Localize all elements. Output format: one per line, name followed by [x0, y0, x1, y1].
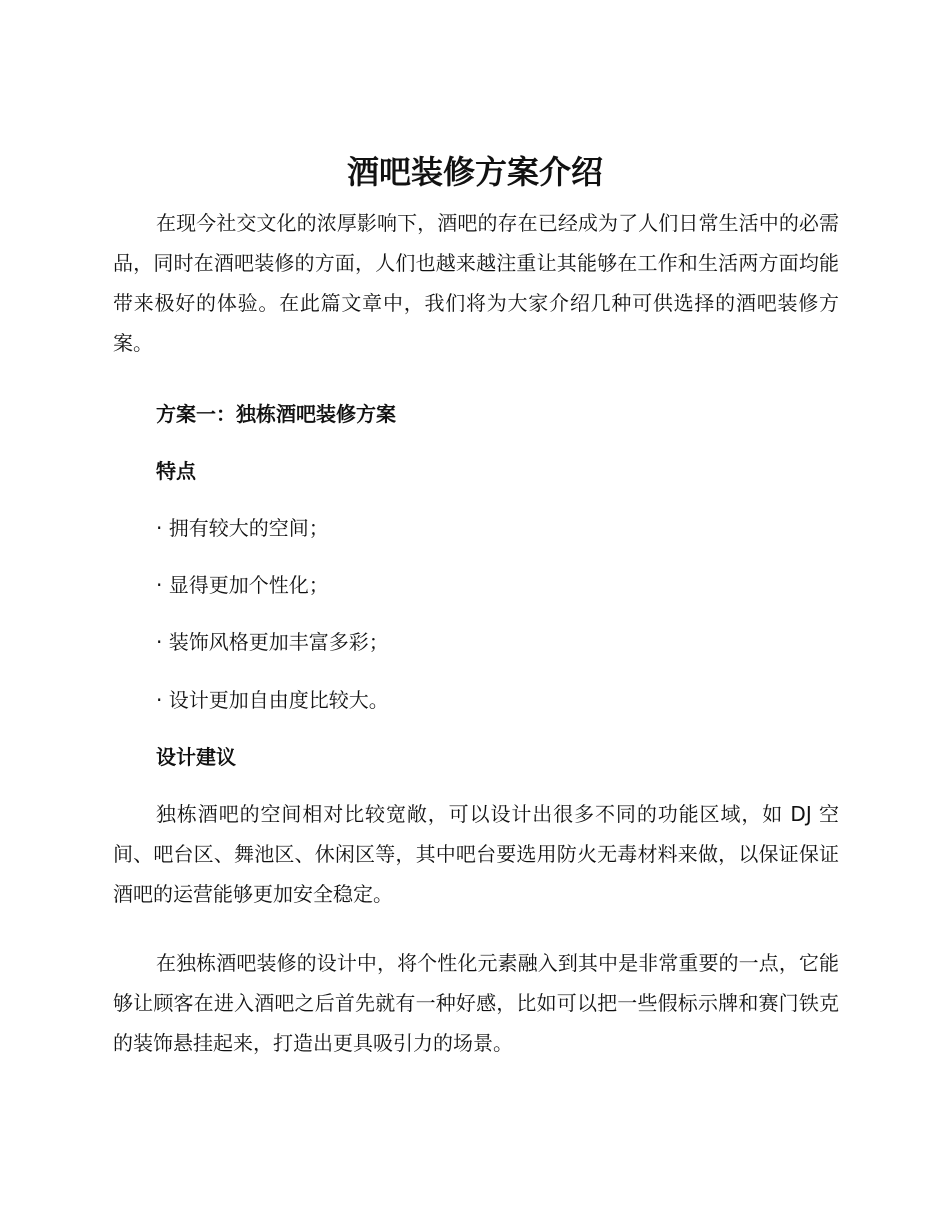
- design-advice-heading: 设计建议: [156, 745, 236, 769]
- features-heading: 特点: [156, 459, 196, 483]
- intro-paragraph: 在现今社交文化的浓厚影响下，酒吧的存在已经成为了人们日常生活中的必需品，同时在酒吧装修的方面，人们也越来越注重让其能够在工作和生活两方面均能带来极好的体验。在此篇文章中，我们将为大家介绍几种可供选择的酒吧装修方案。: [113, 211, 839, 355]
- feature-item: · 拥有较大的空间；: [156, 516, 329, 540]
- feature-item: · 装饰风格更加丰富多彩；: [156, 630, 389, 654]
- document-title: 酒吧装修方案介绍: [346, 153, 603, 191]
- plan-one-heading: 方案一：独栋酒吧装修方案: [156, 402, 396, 426]
- feature-item: · 显得更加个性化；: [156, 573, 329, 597]
- feature-item: · 设计更加自由度比较大。: [156, 688, 389, 712]
- design-paragraph-2: 在独栋酒吧装修的设计中，将个性化元素融入到其中是非常重要的一点，它能够让顾客在进入酒吧之后首先就有一种好感，比如可以把一些假标示牌和赛门铁克的装饰悬挂起来，打造出更具吸引力的场景。: [113, 951, 839, 1055]
- design-paragraph-1: 独栋酒吧的空间相对比较宽敞，可以设计出很多不同的功能区域，如 DJ 空间、吧台区、舞池区、休闲区等，其中吧台要选用防火无毒材料来做，以保证保证酒吧的运营能够更加安全稳定。: [113, 802, 839, 906]
